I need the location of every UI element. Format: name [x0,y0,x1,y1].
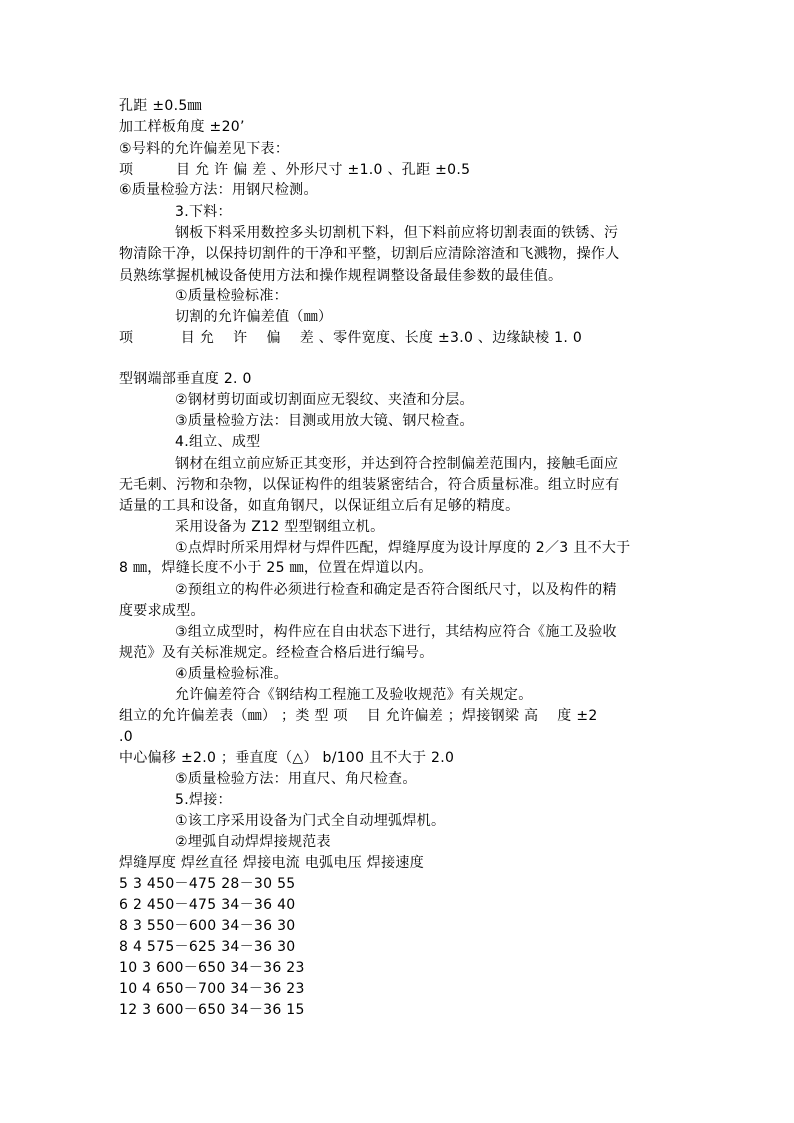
text-line: 无毛刺、污物和杂物，以保证构件的组装紧密结合，符合质量标准。组立时应有 [119,477,620,493]
text-line: 加工样板角度 ±20’ [119,119,245,135]
text-line: ③组立成型时，构件应在自由状态下进行，其结构应符合《施工及验收 [175,624,617,640]
table-row: 10 3 600－650 34－36 23 [119,960,305,976]
text-line: 度要求成型。 [119,603,205,619]
text-line: 采用设备为 Z12 型型钢组立机。 [175,519,385,535]
text-line: 项 目 允 许 偏 差 、外形尺寸 ±1.0 、孔距 ±0.5 [119,162,471,178]
table-row: 6 2 450－475 34－36 40 [119,897,296,913]
text-line: 8 ㎜，焊缝长度不小于 25 ㎜，位置在焊道以内。 [119,560,433,576]
section-heading: 4.组立、成型 [175,434,261,450]
table-row: 8 4 575－625 34－36 30 [119,939,296,955]
text-line: 物清除干净，以保持切割件的干净和平整，切割后应清除溶渣和飞溅物，操作人 [119,246,620,262]
text-line: ⑥质量检验方法：用钢尺检测。 [119,182,318,198]
text-line: ④质量检验标准。 [175,666,288,682]
text-line: 钢材在组立前应矫正其变形，并达到符合控制偏差范围内，接触毛面应 [175,456,619,472]
table-row: 12 3 600－650 34－36 15 [119,1002,305,1018]
text-line: 适量的工具和设备，如直角钢尺，以保证组立后有足够的精度。 [119,498,520,514]
text-line: ⑤质量检验方法：用直尺、角尺检查。 [175,771,417,787]
text-line: ②预组立的构件必须进行检查和确定是否符合图纸尺寸，以及构件的精 [175,582,617,598]
text-line: ②埋弧自动焊焊接规范表 [175,834,331,850]
table-row: 5 3 450－475 28－30 55 [119,876,296,892]
text-line: ③质量检验方法：目测或用放大镜、钢尺检查。 [175,413,474,429]
table-row: 10 4 650－700 34－36 23 [119,981,305,997]
text-line: ①点焊时所采用焊材与焊件匹配，焊缝厚度为设计厚度的 2／3 且不大于 [175,540,631,556]
text-line: 切割的允许偏差值（㎜） [175,309,333,325]
text-line: 项 目 允 许 偏 差 、零件宽度、长度 ±3.0 、边缘缺棱 1. 0 [119,330,583,346]
text-line: ②钢材剪切面或切割面应无裂纹、夹渣和分层。 [175,392,474,408]
text-line: 孔距 ±0.5㎜ [119,98,202,114]
table-header-line: 焊缝厚度 焊丝直径 焊接电流 电弧电压 焊接速度 [119,855,424,871]
text-line: 规范》及有关标准规定。经检查合格后进行编号。 [119,645,434,661]
text-line: 允许偏差符合《钢结构工程施工及验收规范》有关规定。 [175,687,533,703]
section-heading: 5.焊接： [175,792,232,808]
text-line: 员熟练掌握机械设备使用方法和操作规程调整设备最佳参数的最佳值。 [119,268,563,284]
table-row: 8 3 550－600 34－36 30 [119,918,296,934]
text-line: .0 [119,729,133,745]
text-line: ①质量检验标准： [175,288,288,304]
text-line: 钢板下料采用数控多头切割机下料，但下料前应将切割表面的铁锈、污 [175,225,619,241]
text-line: 组立的允许偏差表（㎜） ；类 型 项 目 允许偏差 ；焊接钢梁 高 度 ±2 [119,708,598,724]
text-line: 中心偏移 ±2.0 ；垂直度（△） b/100 且不大于 2.0 [119,750,455,766]
text-line: ①该工序采用设备为门式全自动埋弧焊机。 [175,813,446,829]
text-line: 型钢端部垂直度 2. 0 [119,371,252,387]
text-line: ⑤号料的允许偏差见下表： [119,141,290,157]
section-heading: 3.下料： [175,204,232,220]
